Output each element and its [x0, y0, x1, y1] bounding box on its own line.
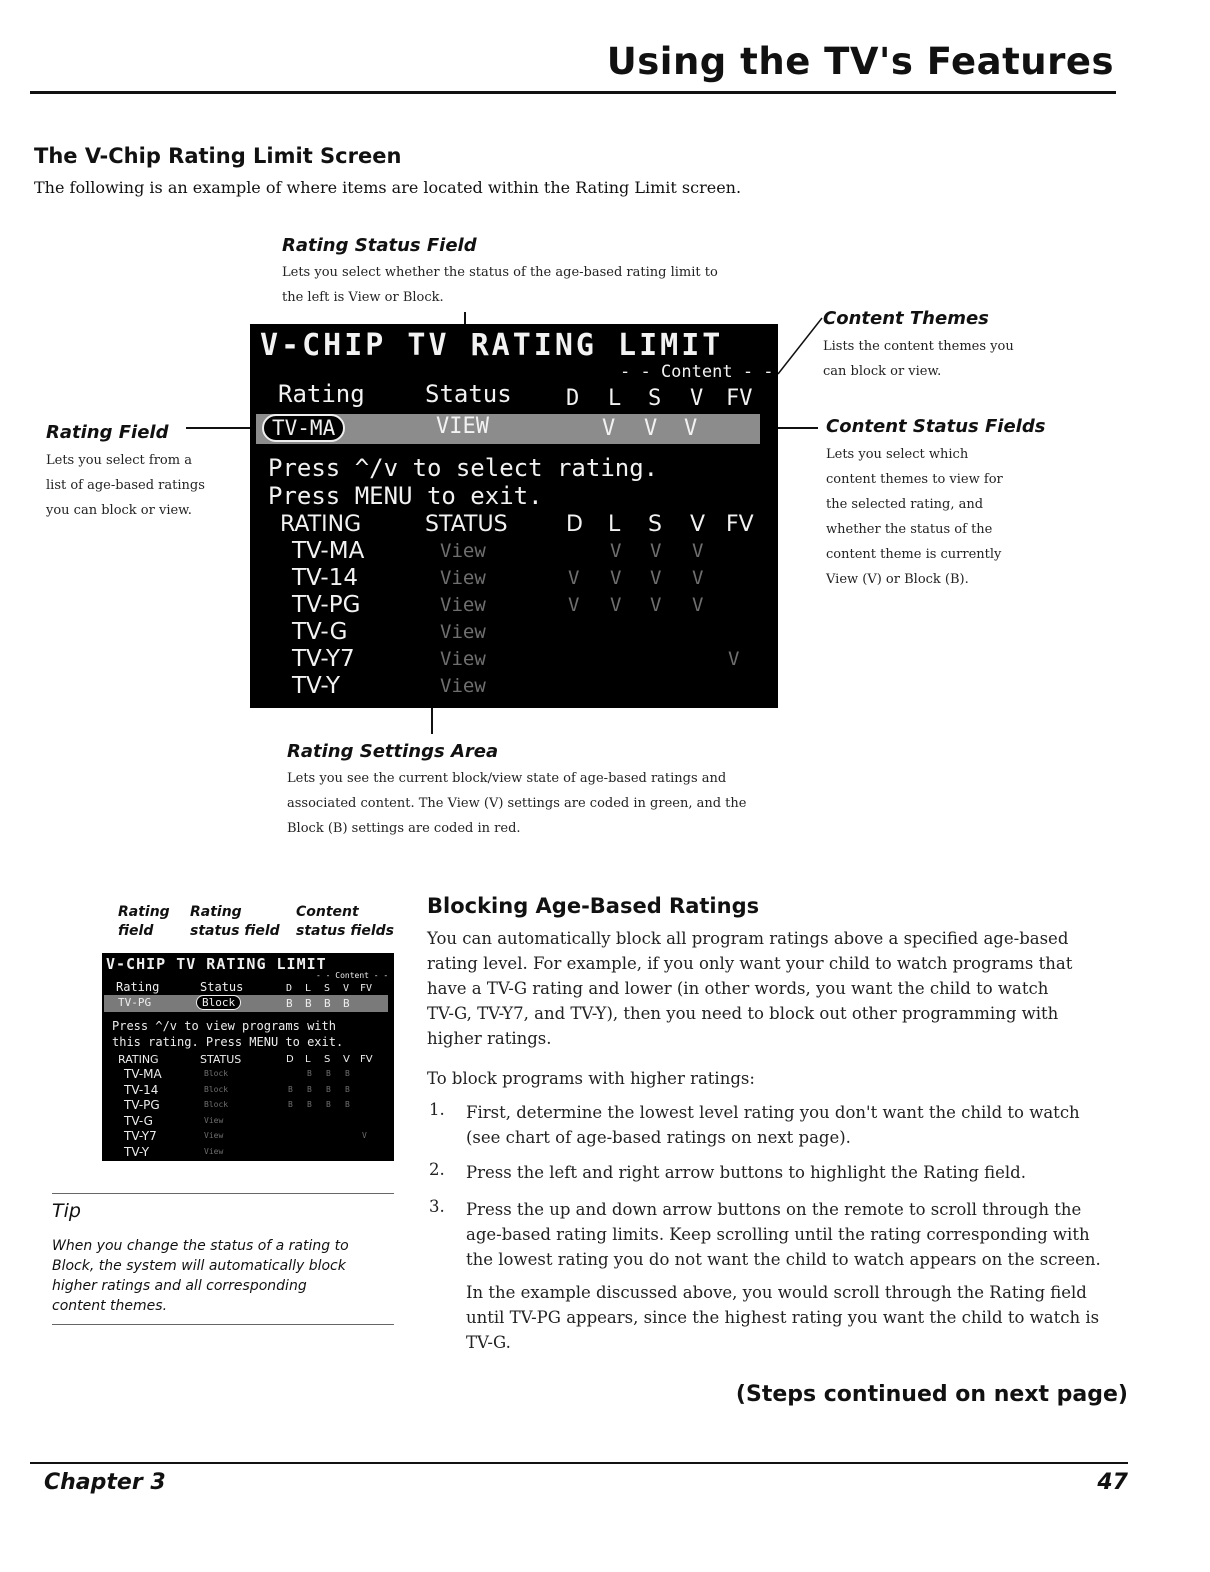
column-header-theme: S	[324, 1054, 331, 1065]
column-header-theme: S	[648, 512, 662, 537]
row-content-mark: V	[728, 648, 740, 670]
rating-label: Rating	[116, 980, 160, 994]
column-header-theme: D	[286, 1054, 294, 1065]
paragraph-3	[466, 1280, 1099, 1355]
callout-line: Lets you select whether the status of the age-based rating limit to	[282, 265, 718, 280]
callout-title-rating-settings: Rating Settings Area	[287, 741, 499, 762]
vchip-screen-example	[102, 953, 394, 1161]
row-content-mark: V	[650, 594, 662, 616]
row-status: View	[440, 675, 486, 697]
tip-text	[52, 1236, 349, 1316]
label-content-status	[296, 903, 394, 941]
leader-line	[431, 708, 433, 734]
row-content-mark: B	[307, 1069, 312, 1078]
column-header-theme: L	[608, 512, 621, 537]
callout-line: the left is View or Block.	[282, 290, 444, 305]
step-line: Press the up and down arrow buttons on the remote to scroll through the	[466, 1200, 1082, 1219]
row-content-mark: V	[650, 567, 662, 589]
row-content-mark: B	[345, 1100, 350, 1109]
step-line: First, determine the lowest level rating you don't want the child to watch	[466, 1103, 1080, 1122]
row-rating: TV-G	[292, 619, 348, 645]
callout-title-content-status: Content Status Fields	[826, 416, 1046, 437]
row-rating: TV-PG	[292, 592, 361, 618]
row-rating: TV-Y	[124, 1144, 150, 1159]
row-content-mark: B	[345, 1084, 350, 1094]
column-header-theme: FV	[360, 1054, 373, 1065]
step-line: age-based rating limits. Keep scrolling until the rating corresponding with	[466, 1225, 1090, 1244]
row-rating: TV-MA	[124, 1067, 162, 1081]
step-line: the lowest rating you do not want the child to watch appears on the screen.	[466, 1250, 1101, 1269]
row-rating: TV-14	[292, 565, 359, 591]
row-content-mark: V	[692, 594, 704, 616]
callout-line: View (V) or Block (B).	[826, 572, 969, 587]
callout-title-content-themes: Content Themes	[823, 308, 989, 329]
theme-header: FV	[726, 386, 753, 411]
section-heading-vchip: The V-Chip Rating Limit Screen	[34, 144, 402, 168]
theme-header: L	[608, 386, 622, 411]
callout-line: the selected rating, and	[826, 497, 984, 512]
rating-field[interactable]: TV-MA	[262, 414, 345, 442]
column-header-theme: D	[566, 512, 583, 537]
tip-line: When you change the status of a rating to	[52, 1238, 349, 1254]
paragraph-1	[427, 926, 1072, 1051]
row-status: View	[440, 621, 486, 643]
callout-line: you can block or view.	[46, 503, 192, 518]
label-rating-status	[190, 903, 280, 941]
row-content-mark: V	[692, 567, 704, 589]
row-content-mark: B	[326, 1069, 331, 1078]
theme-header: L	[305, 983, 312, 994]
paragraph-line: rating level. For example, if you only want your child to watch programs that	[427, 954, 1073, 973]
callout-line: Lists the content themes you	[823, 339, 1014, 354]
row-content-mark: B	[288, 1084, 293, 1094]
paragraph-line: higher ratings.	[427, 1029, 552, 1048]
row-rating: TV-14	[124, 1082, 159, 1097]
callout-line: associated content. The View (V) settings are coded in green, and the	[287, 796, 747, 811]
tip-line: Block, the system will automatically block	[52, 1258, 346, 1274]
vchip-screen	[250, 324, 778, 708]
row-rating: TV-Y7	[124, 1129, 157, 1143]
row-content-mark: B	[345, 1069, 350, 1078]
label-line: status field	[190, 923, 280, 939]
callout-text-content-status	[826, 442, 1003, 592]
theme-header: FV	[360, 983, 373, 994]
rating-status-field[interactable]: VIEW	[436, 414, 489, 439]
row-status: View	[204, 1131, 224, 1140]
tip-bottom-rule	[52, 1324, 394, 1325]
column-header-status: STATUS	[425, 512, 508, 537]
row-status: Block	[204, 1069, 229, 1078]
screen-title: V-CHIP TV RATING LIMIT	[260, 328, 724, 363]
callout-line: list of age-based ratings	[46, 478, 205, 493]
theme-header: S	[324, 983, 331, 994]
step-text	[466, 1197, 1101, 1272]
callout-text-rating-settings	[287, 766, 746, 841]
leader-line	[186, 427, 252, 429]
paragraph-line: until TV-PG appears, since the highest rating you want the child to watch is	[466, 1308, 1100, 1327]
step-number: 1.	[429, 1100, 445, 1119]
row-content-mark: V	[610, 594, 622, 616]
step-line: Press the left and right arrow buttons to highlight the Rating field.	[466, 1163, 1026, 1182]
step-text	[466, 1100, 1080, 1150]
header-divider	[30, 91, 1116, 94]
row-status: View	[204, 1146, 224, 1156]
content-label: - - Content - -	[620, 362, 774, 382]
rating-status-field[interactable]: Block	[196, 995, 241, 1010]
callout-line: Lets you see the current block/view state of age-based ratings and	[287, 771, 727, 786]
row-status: View	[440, 594, 486, 616]
tip-line: higher ratings and all corresponding	[52, 1278, 307, 1294]
row-content-mark: V	[568, 594, 580, 616]
theme-header: V	[343, 983, 350, 994]
content-status-field: V	[602, 416, 616, 441]
row-status: View	[204, 1115, 224, 1125]
row-content-mark: B	[288, 1100, 293, 1109]
content-status-field: B	[305, 997, 312, 1010]
column-header-theme: V	[690, 512, 706, 537]
row-rating: TV-G	[124, 1113, 153, 1128]
instruction-line-2: this rating. Press MENU to exit.	[112, 1035, 344, 1049]
callout-line: Lets you select from a	[46, 453, 192, 468]
paragraph-line: have a TV-G rating and lower (in other words, you want the child to watch	[427, 979, 1049, 998]
row-rating: TV-Y	[292, 673, 341, 699]
intro-paragraph: The following is an example of where items are located within the Rating Limit screen.	[34, 178, 742, 197]
paragraph-2: To block programs with higher ratings:	[427, 1069, 755, 1088]
paragraph-line: In the example discussed above, you would scroll through the Rating field	[466, 1283, 1087, 1302]
leader-line	[778, 427, 818, 429]
step-number: 3.	[429, 1197, 445, 1216]
paragraph-line: TV-G, TV-Y7, and TV-Y), then you need to block out other programming with	[427, 1004, 1059, 1023]
column-header-status: STATUS	[200, 1053, 242, 1066]
rating-label: Rating	[278, 380, 365, 408]
tip-line: content themes.	[52, 1298, 168, 1314]
content-label: - - Content - -	[316, 971, 389, 980]
column-header-rating: RATING	[118, 1053, 159, 1066]
row-rating: TV-Y7	[292, 646, 355, 672]
steps-continued-note: (Steps continued on next page)	[735, 1382, 1128, 1407]
row-content-mark: B	[307, 1100, 312, 1109]
row-content-mark: V	[650, 540, 662, 562]
row-status: View	[440, 540, 486, 562]
content-status-field: V	[684, 416, 698, 441]
callout-line: whether the status of the	[826, 522, 993, 537]
screen-title: V-CHIP TV RATING LIMIT	[106, 955, 327, 973]
row-content-mark: B	[326, 1084, 331, 1094]
content-status-field: B	[343, 997, 350, 1010]
row-status: View	[440, 648, 486, 670]
step-line: (see chart of age-based ratings on next page).	[466, 1128, 851, 1147]
callout-text-rating-field	[46, 448, 205, 523]
content-status-field: B	[324, 997, 331, 1010]
row-content-mark: V	[610, 567, 622, 589]
tip-top-rule	[52, 1193, 394, 1194]
row-status: Block	[204, 1100, 229, 1109]
instruction-line-1: Press ^/v to select rating.	[268, 454, 659, 482]
callout-title-rating-status: Rating Status Field	[282, 235, 477, 256]
label-line: field	[118, 923, 154, 939]
instruction-line-1: Press ^/v to view programs with	[112, 1019, 336, 1033]
callout-title-rating-field: Rating Field	[46, 422, 169, 443]
label-line: Rating	[118, 904, 170, 920]
step-text	[466, 1160, 1026, 1185]
column-header-theme: V	[343, 1054, 350, 1065]
paragraph-line: TV-G.	[466, 1333, 511, 1352]
theme-header: D	[286, 983, 293, 994]
label-rating-field	[118, 903, 170, 941]
footer-divider	[30, 1462, 1128, 1464]
page-title: Using the TV's Features	[606, 40, 1114, 83]
content-status-field: B	[286, 997, 293, 1010]
row-content-mark: B	[326, 1100, 331, 1109]
theme-header: V	[690, 386, 704, 411]
row-content-mark: V	[692, 540, 704, 562]
column-header-rating: RATING	[280, 512, 362, 537]
theme-header: D	[566, 386, 580, 411]
footer-page-number: 47	[1097, 1470, 1128, 1495]
row-content-mark: V	[362, 1131, 367, 1140]
row-rating: TV-MA	[292, 538, 365, 564]
label-line: status fields	[296, 923, 395, 939]
row-content-mark: V	[568, 567, 580, 589]
callout-line: content themes to view for	[826, 472, 1003, 487]
label-line: Content	[296, 904, 359, 920]
step-number: 2.	[429, 1160, 445, 1179]
column-header-theme: FV	[726, 512, 754, 537]
callout-line: Lets you select which	[826, 447, 969, 462]
callout-line: content theme is currently	[826, 547, 1002, 562]
status-label: Status	[425, 380, 512, 408]
callout-line: can block or view.	[823, 364, 942, 379]
leader-line-diagonal	[776, 316, 824, 376]
footer-chapter: Chapter 3	[44, 1470, 166, 1495]
callout-line: Block (B) settings are coded in red.	[287, 821, 521, 836]
status-label: Status	[200, 980, 244, 994]
section-heading-blocking: Blocking Age-Based Ratings	[427, 894, 760, 918]
rating-field[interactable]: TV-PG	[118, 996, 152, 1009]
content-status-field: V	[644, 416, 658, 441]
tip-title: Tip	[52, 1200, 81, 1222]
row-status: Block	[204, 1084, 229, 1094]
label-line: Rating	[190, 904, 242, 920]
theme-header: S	[648, 386, 662, 411]
callout-text-content-themes	[823, 334, 1014, 384]
paragraph-line: You can automatically block all program ratings above a specified age-based	[427, 929, 1069, 948]
column-header-theme: L	[305, 1054, 311, 1065]
row-status: View	[440, 567, 486, 589]
row-content-mark: V	[610, 540, 622, 562]
instruction-line-2: Press MENU to exit.	[268, 482, 543, 510]
row-content-mark: B	[307, 1084, 312, 1094]
row-rating: TV-PG	[124, 1098, 160, 1112]
callout-text-rating-status	[282, 260, 718, 310]
